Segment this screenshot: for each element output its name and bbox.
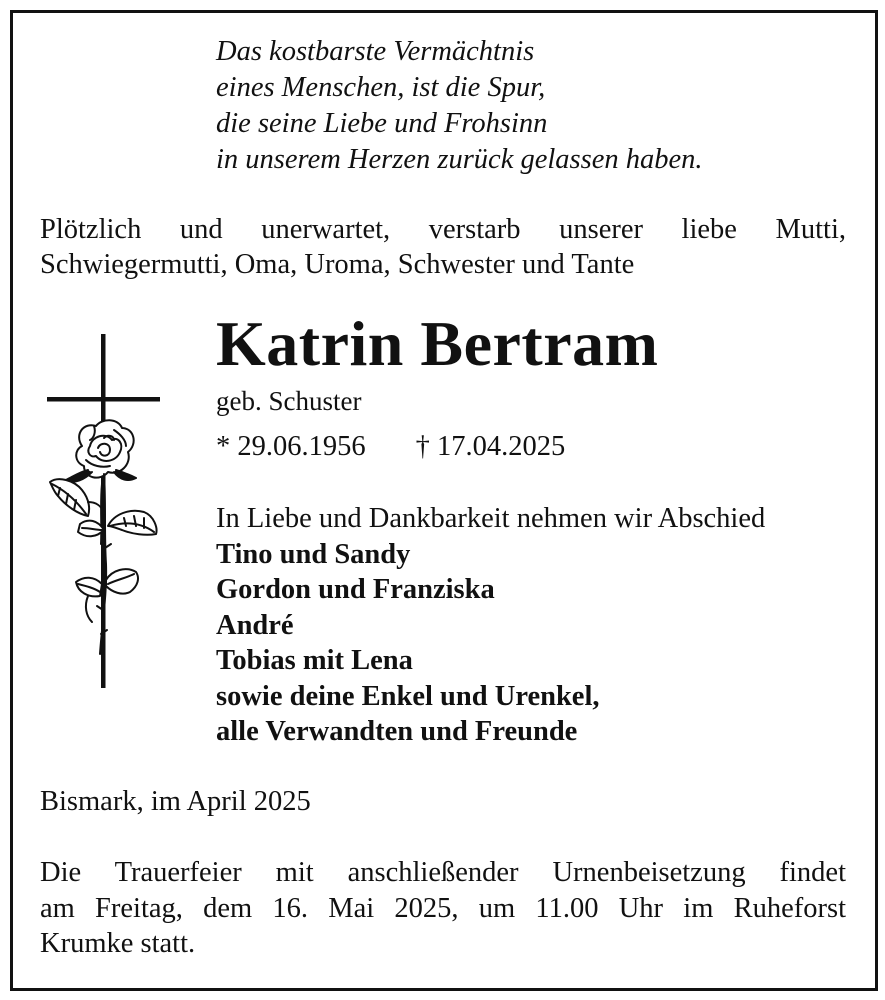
cross-with-rose	[44, 334, 164, 694]
life-dates	[216, 429, 565, 465]
birth-date: * 29.06.1956	[216, 431, 366, 462]
service-line: Die Trauerfeier mit anschließender Urnenbeisetzung findet	[40, 857, 846, 888]
birth-name: geb. Schuster	[216, 386, 362, 416]
service-line: Krumke statt.	[40, 928, 196, 959]
mourner-name: Tobias mit Lena	[216, 645, 413, 676]
poem-line: eines Menschen, ist die Spur,	[216, 72, 546, 103]
place-date: Bismark, im April 2025	[40, 786, 311, 817]
funeral-service-info	[40, 855, 846, 962]
farewell-line: In Liebe und Dankbarkeit nehmen wir Abschied	[216, 503, 766, 534]
poem-line: die seine Liebe und Frohsinn	[216, 108, 548, 139]
mourner-name: André	[216, 609, 294, 641]
death-date: † 17.04.2025	[415, 431, 566, 462]
service-line: am Freitag, dem 16. Mai 2025, um 11.00 Uhr im Ruheforst	[40, 892, 846, 924]
mourner-name: Tino und Sandy	[216, 538, 411, 570]
poem-line: in unserem Herzen zurück gelassen haben.	[216, 144, 703, 175]
poem-line: Das kostbarste Vermächtnis	[216, 36, 535, 67]
mourner-name: sowie deine Enkel und Urenkel,	[216, 680, 600, 712]
intro-text	[40, 212, 846, 282]
deceased-name: Katrin Bertram	[216, 308, 659, 379]
intro-line: Schwiegermutti, Oma, Uroma, Schwester und Tante	[40, 249, 635, 280]
mourners-block	[216, 501, 765, 750]
mourner-name: Gordon und Franziska	[216, 574, 495, 605]
memorial-poem	[216, 34, 703, 178]
intro-line: Plötzlich und unerwartet, verstarb unserer liebe Mutti,	[40, 214, 846, 245]
mourner-name: alle Verwandten und Freunde	[216, 716, 578, 747]
